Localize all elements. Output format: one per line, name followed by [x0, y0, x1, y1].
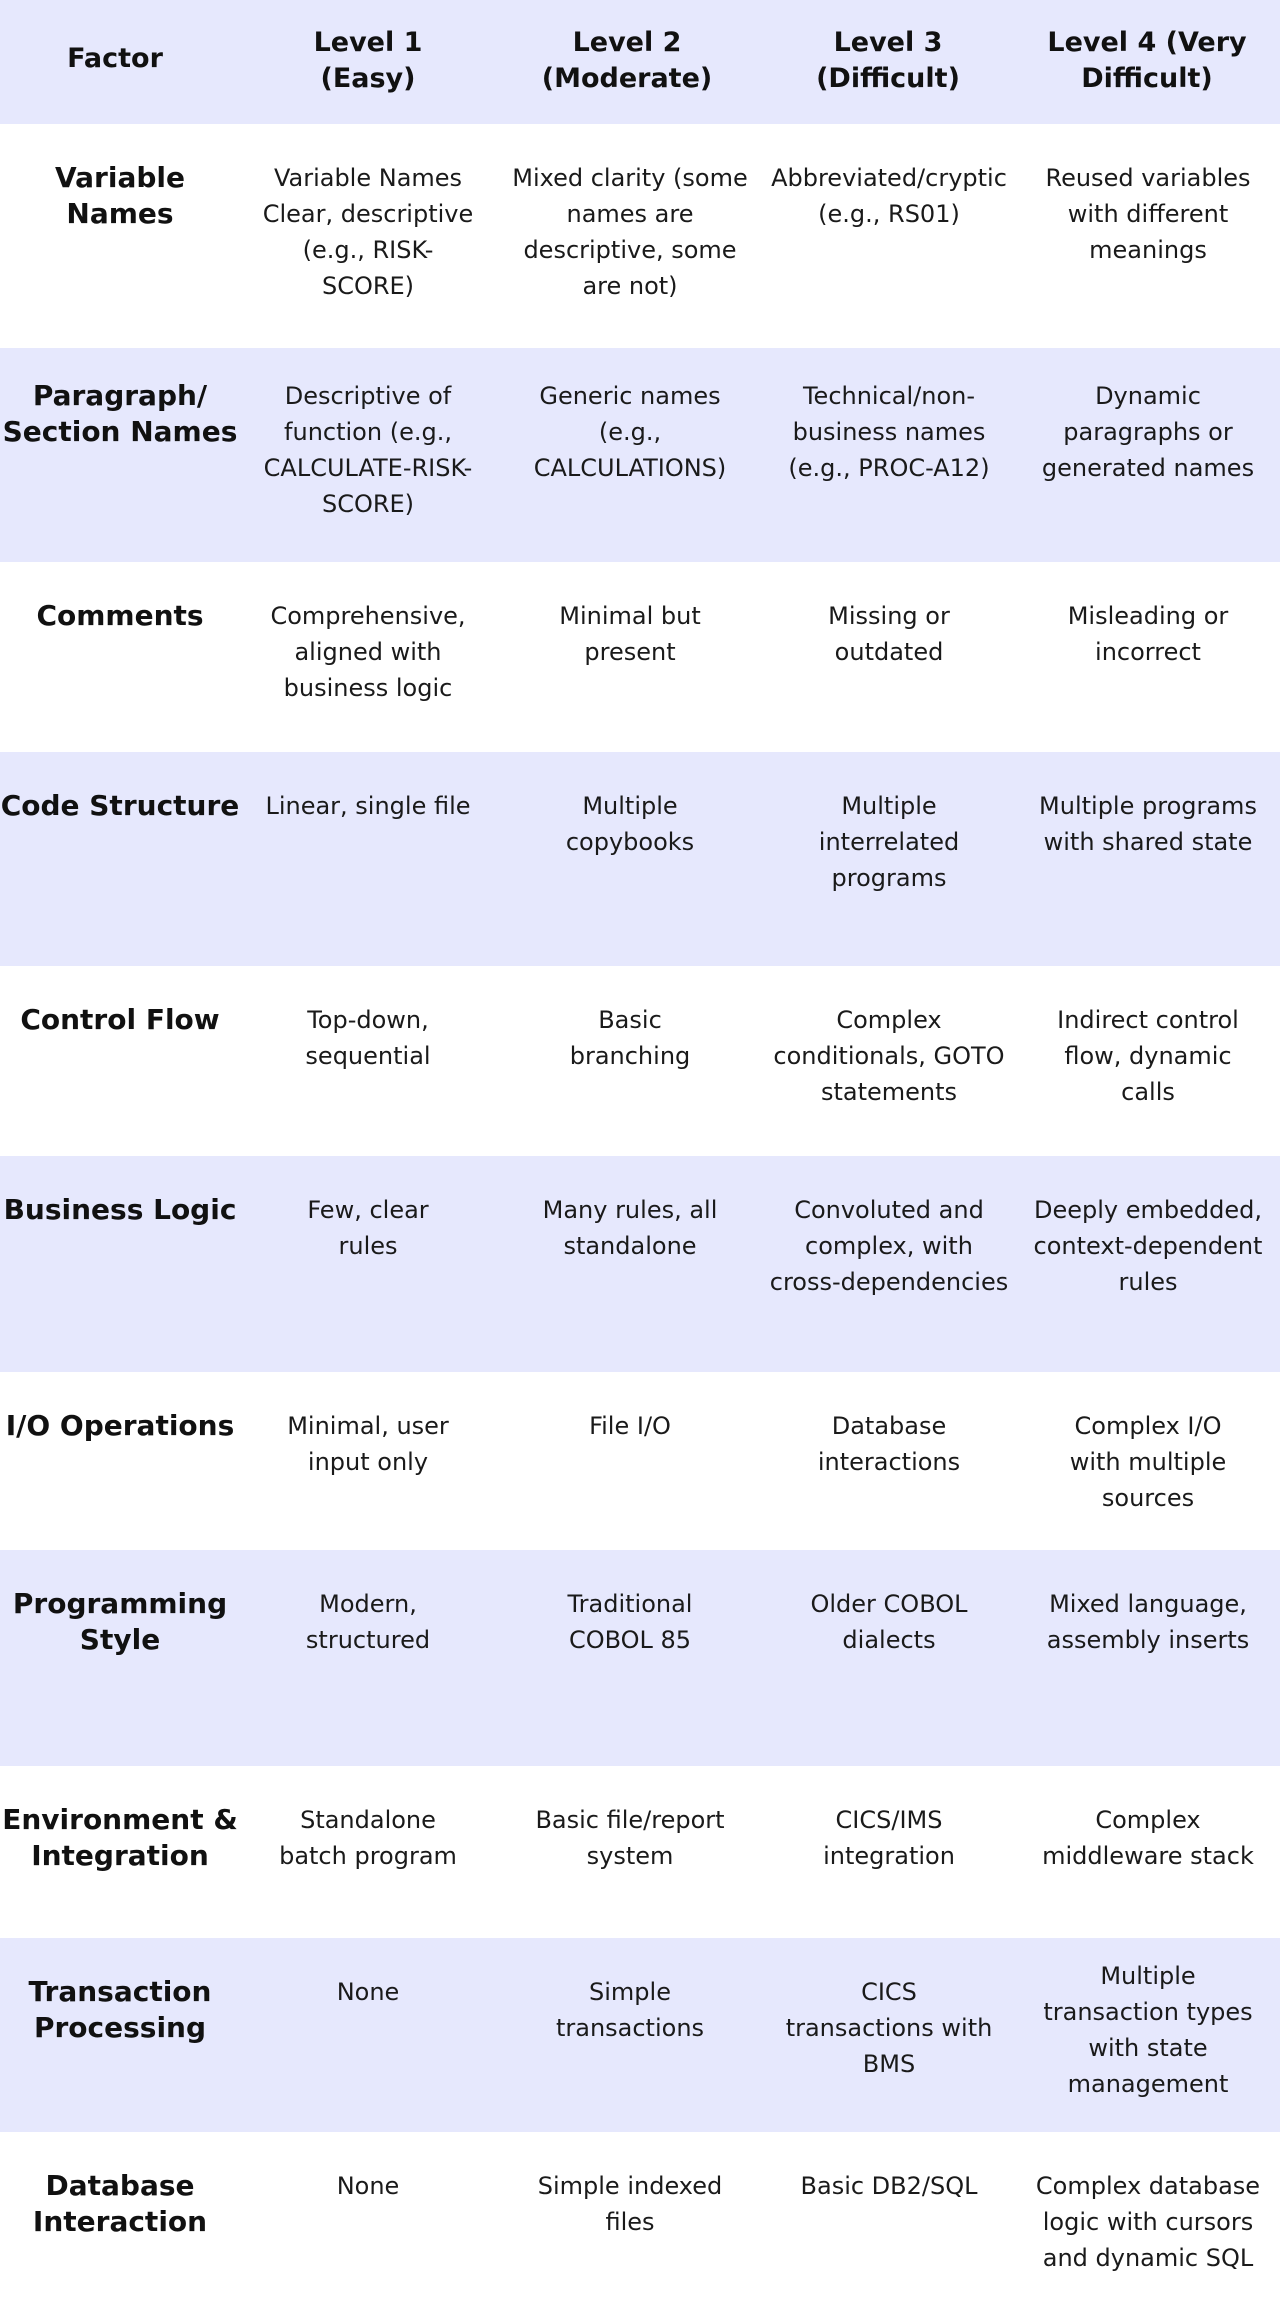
factor-cell: Control Flow: [20, 1003, 220, 1036]
level-3-cell: Missing or outdated: [828, 602, 950, 666]
header-level-2: Level 2 (Moderate): [541, 27, 713, 94]
table-row: [0, 562, 1280, 752]
level-4-cell: Misleading or incorrect: [1067, 602, 1229, 666]
level-4-cell: Multiple transaction types with state management: [1043, 1962, 1253, 2098]
level-3-cell: CICS transactions with BMS: [785, 1978, 993, 2078]
level-3-cell: Abbreviated/cryptic (e.g., RS01): [771, 164, 1007, 228]
level-1-cell: None: [336, 2172, 400, 2200]
level-4-cell: Indirect control flow, dynamic calls: [1057, 1006, 1239, 1106]
table-row: [0, 124, 1280, 348]
table-row: [0, 966, 1280, 1156]
factor-cell: Business Logic: [3, 1193, 237, 1226]
level-4-cell: Deeply embedded, context-dependent rules: [1033, 1196, 1263, 1296]
level-2-cell: Basic branching: [569, 1006, 691, 1070]
factor-cell: Environment & Integration: [2, 1803, 238, 1872]
table-row: [0, 752, 1280, 966]
factor-cell: Variable Names: [55, 161, 185, 230]
level-4-cell: Dynamic paragraphs or generated names: [1041, 382, 1255, 482]
level-1-cell: Linear, single file: [265, 792, 471, 820]
level-2-cell: Traditional COBOL 85: [567, 1590, 693, 1654]
header-level-1: Level 1 (Easy): [313, 27, 423, 94]
header-factor: Factor: [67, 43, 163, 74]
table-row: [0, 1550, 1280, 1766]
factor-cell: Comments: [36, 599, 204, 632]
level-1-cell: Descriptive of function (e.g., CALCULATE-RISK- SCORE): [263, 382, 473, 518]
level-4-cell: Complex middleware stack: [1042, 1806, 1254, 1870]
level-2-cell: File I/O: [589, 1412, 671, 1440]
level-2-cell: Basic file/report system: [535, 1806, 725, 1870]
level-4-cell: Reused variables with different meanings: [1045, 164, 1251, 264]
header-level-4: Level 4 (Very Difficult): [1047, 27, 1247, 94]
level-1-cell: None: [336, 1978, 400, 2006]
level-2-cell: Minimal but present: [559, 602, 701, 666]
level-2-cell: Simple transactions: [555, 1978, 705, 2042]
table-row: [0, 2132, 1280, 2294]
factor-cell: Database Interaction: [32, 2169, 208, 2238]
level-3-cell: Convoluted and complex, with cross-dependencies: [769, 1196, 1009, 1296]
level-1-cell: Standalone batch program: [279, 1806, 457, 1870]
level-3-cell: Older COBOL dialects: [810, 1590, 968, 1654]
table-row: [0, 1938, 1280, 2132]
level-3-cell: CICS/IMS integration: [823, 1806, 955, 1870]
header-level-3: Level 3 (Difficult): [816, 27, 960, 94]
level-3-cell: Technical/non- business names (e.g., PROC-A12): [788, 382, 990, 482]
level-2-cell: Simple indexed files: [537, 2172, 723, 2236]
table-row: [0, 1766, 1280, 1938]
factor-cell: Code Structure: [0, 789, 240, 822]
level-2-cell: Mixed clarity (some names are descriptive, some are not): [512, 164, 748, 300]
level-4-cell: Complex database logic with cursors and dynamic SQL: [1035, 2172, 1261, 2272]
table-row: [0, 1156, 1280, 1372]
factor-cell: Paragraph/ Section Names: [2, 379, 238, 448]
factor-cell: Transaction Processing: [28, 1975, 212, 2044]
level-3-cell: Multiple interrelated programs: [818, 792, 960, 892]
level-3-cell: Basic DB2/SQL: [800, 2172, 978, 2200]
level-3-cell: Database interactions: [817, 1412, 961, 1476]
level-4-cell: Complex I/O with multiple sources: [1069, 1412, 1227, 1512]
level-1-cell: Top-down, sequential: [305, 1006, 431, 1070]
level-2-cell: Many rules, all standalone: [542, 1196, 718, 1260]
level-1-cell: Comprehensive, aligned with business logic: [270, 602, 466, 702]
level-4-cell: Multiple programs with shared state: [1039, 792, 1257, 856]
level-2-cell: Multiple copybooks: [565, 792, 695, 856]
level-4-cell: Mixed language, assembly inserts: [1046, 1590, 1250, 1654]
level-3-cell: Complex conditionals, GOTO statements: [773, 1006, 1005, 1106]
factor-cell: I/O Operations: [5, 1409, 235, 1442]
level-2-cell: Generic names (e.g., CALCULATIONS): [533, 382, 727, 482]
table-row: [0, 1372, 1280, 1550]
level-1-cell: Modern, structured: [305, 1590, 431, 1654]
header-row: [0, 0, 1280, 124]
factor-cell: Programming Style: [12, 1587, 228, 1656]
level-1-cell: Variable Names Clear, descriptive (e.g., RISK-SCORE): [262, 164, 474, 300]
table-row: [0, 348, 1280, 562]
level-1-cell: Few, clear rules: [307, 1196, 429, 1260]
level-1-cell: Minimal, user input only: [287, 1412, 449, 1476]
